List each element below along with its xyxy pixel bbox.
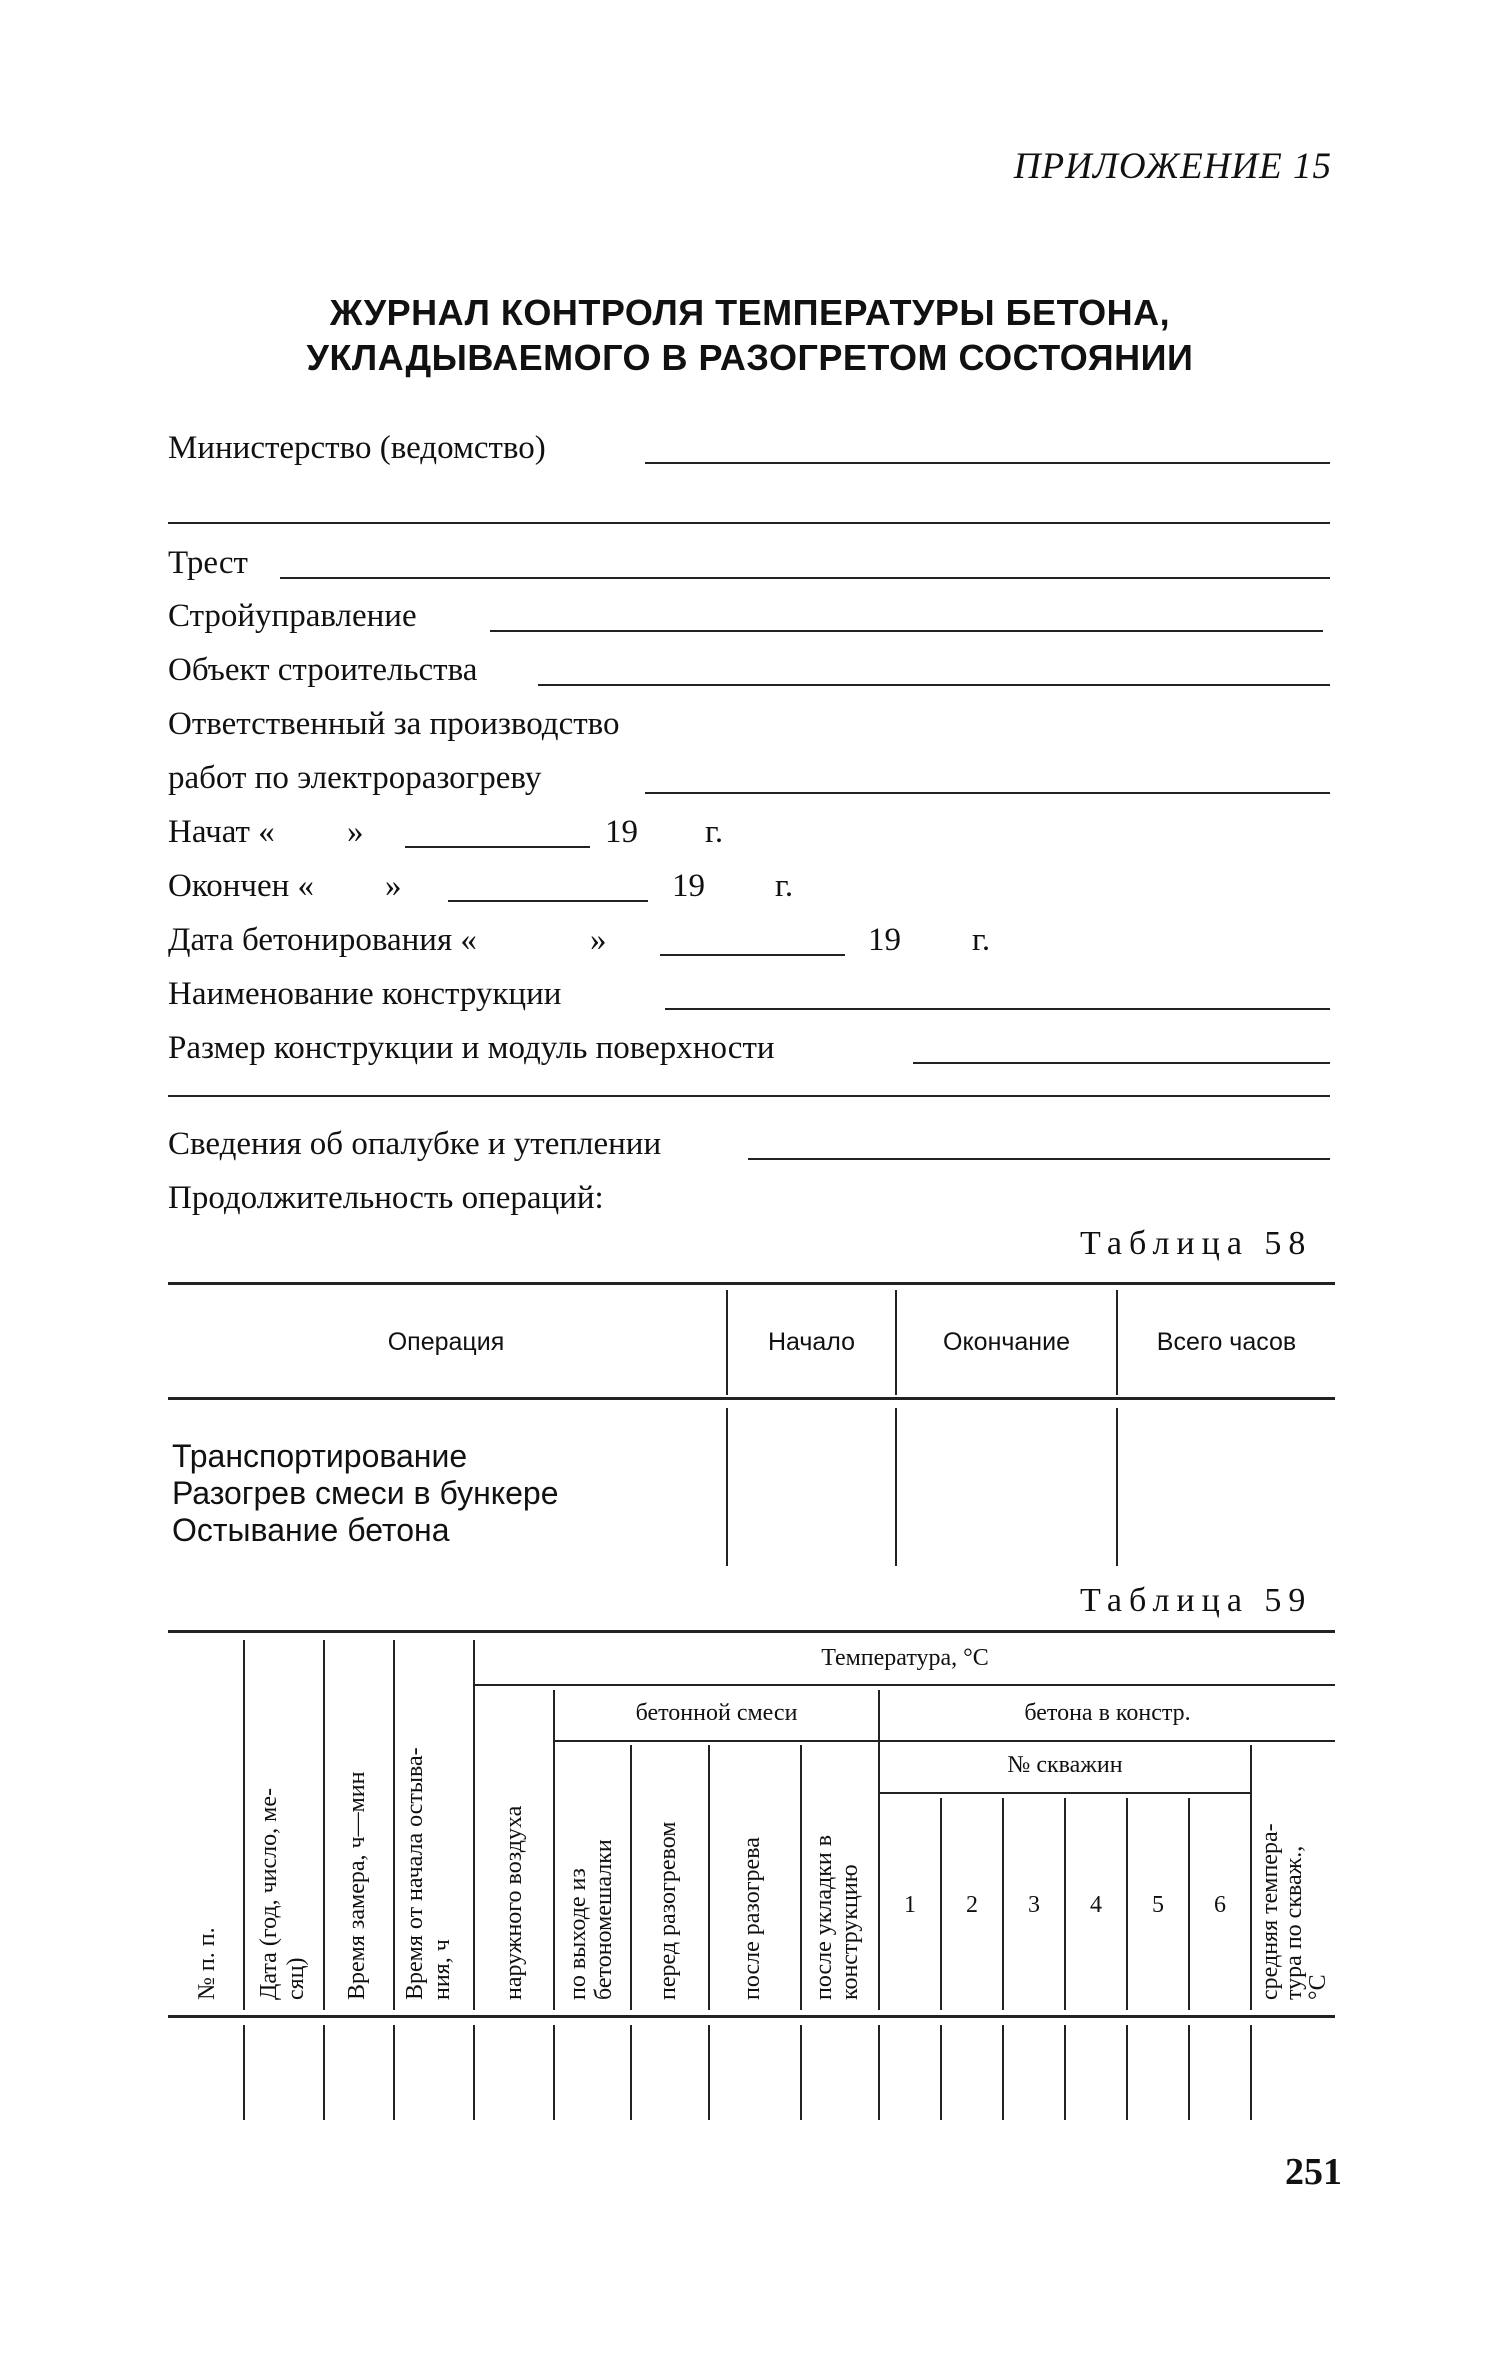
table58-header-rule [168,1397,1335,1400]
table59-rule-temperature [475,1684,1335,1686]
col-avg-temp-header-3: °С [1305,1974,1331,2000]
table59-divider [473,1640,475,2010]
finished-label: Окончен « [168,868,315,904]
well-number: 6 [1214,1892,1226,1918]
table59-body-divider [1188,2025,1190,2120]
col-elapsed-header-2: ния, ч [429,1939,455,2000]
responsible-blank[interactable] [645,792,1330,794]
concrete-in-structure-header: бетона в констр. [1024,1700,1191,1726]
table59-divider [940,1798,942,2010]
started-g: г. [705,814,724,850]
col-number-header: № п. п. [194,1927,220,2000]
col-avg-temp-header-2: тура по скваж., [1281,1845,1307,2000]
table59-divider [1126,1798,1128,2010]
col-after-placing-header-1: после укладки в [811,1834,837,2000]
journal-title-line2: УКЛАДЫВАЕМОГО В РАЗОГРЕТОМ СОСТОЯНИИ [306,337,1194,378]
table59-rule-groups [555,1740,1335,1742]
table59-body-divider [243,2025,245,2120]
col-avg-temp-header-1: средняя темпера- [1257,1823,1283,2000]
started-quote: » [347,814,364,850]
table59-divider [243,1640,245,2010]
well-number: 5 [1152,1892,1164,1918]
concreting-g: г. [972,922,991,958]
table59-divider [708,1745,710,2010]
table59-header-rule [168,2015,1335,2018]
table59-body-divider [1126,2025,1128,2120]
table59-divider [800,1745,802,2010]
duration-label: Продолжительность операций: [168,1180,604,1216]
concreting-quote: » [590,922,607,958]
site-label: Объект строительства [168,652,478,688]
table58-top-rule [168,1282,1335,1285]
construction-dept-blank[interactable] [490,630,1323,632]
table58-header-start: Начало [767,1328,856,1356]
table59-body-divider [393,2025,395,2120]
table58-row: Транспортирование [172,1438,468,1474]
table58-divider [895,1408,897,1566]
table59-top-rule [168,1630,1335,1633]
col-time-header: Время замера, ч—мин [344,1771,370,2000]
formwork-label: Сведения об опалубке и утеплении [168,1126,662,1162]
table59-body-divider [630,2025,632,2120]
table59-divider [393,1640,395,2010]
col-before-heating-header: перед разогревом [655,1821,681,2000]
col-elapsed-header-1: Время от начала остыва- [402,1747,428,2000]
col-after-heating-header: после разогрева [739,1837,765,2000]
col-after-placing-header-2: конструкцию [837,1864,863,2000]
table59-caption: Таблица 59 [1080,1582,1313,1619]
ministry-blank[interactable] [645,462,1330,464]
structure-name-label: Наименование конструкции [168,976,562,1012]
table59-rule-wells [880,1792,1250,1794]
table59-divider [630,1745,632,2010]
table58-divider [1116,1408,1118,1566]
trust-blank[interactable] [280,577,1330,579]
finished-year: 19 [672,868,705,904]
concrete-mix-header: бетонной смеси [635,1700,798,1726]
wells-header: № скважин [1007,1752,1123,1778]
table59-divider [1064,1798,1066,2010]
structure-name-blank[interactable] [665,1008,1330,1010]
table59-body-divider [323,2025,325,2120]
concreting-date-label: Дата бетонирования « [168,922,477,958]
table59-body-divider [553,2025,555,2120]
table59-body-divider [1002,2025,1004,2120]
finished-quote: » [385,868,402,904]
table59-body-divider [800,2025,802,2120]
table58-header-total: Всего часов [1156,1328,1297,1356]
table59-divider [1250,1745,1252,2010]
well-number: 2 [966,1892,978,1918]
structure-size-label: Размер конструкции и модуль поверхности [168,1030,775,1066]
ministry-blank-2[interactable] [168,522,1330,524]
table59-body-divider [878,2025,880,2120]
started-label: Начат « [168,814,275,850]
table59-body-divider [708,2025,710,2120]
table58-caption: Таблица 58 [1080,1225,1313,1262]
started-month-blank[interactable] [405,846,590,848]
table59-divider [553,1690,555,2010]
table59-divider [1188,1798,1190,2010]
responsible-label-2: работ по электроразогреву [168,760,542,796]
col-date-header-2: сяц) [283,1957,309,2000]
table59-divider [878,1690,880,2010]
ministry-label: Министерство (ведомство) [168,430,546,466]
structure-size-blank-2[interactable] [168,1095,1330,1097]
table59-body-divider [940,2025,942,2120]
table58-header-operation: Операция [387,1328,505,1356]
trust-label: Трест [168,545,248,581]
journal-title-line1: ЖУРНАЛ КОНТРОЛЯ ТЕМПЕРАТУРЫ БЕТОНА, [329,292,1171,333]
table59-body-divider [473,2025,475,2120]
col-mix-exit-header-2: бетономешалки [591,1839,617,2000]
table58-header-end: Окончание [943,1328,1070,1356]
table58-divider [726,1408,728,1566]
construction-dept-label: Стройуправление [168,598,417,634]
finished-g: г. [775,868,794,904]
started-year: 19 [605,814,638,850]
finished-month-blank[interactable] [448,900,648,902]
well-number: 3 [1028,1892,1040,1918]
table58-row: Разогрев смеси в бункере [172,1475,559,1511]
table58-row: Остывание бетона [172,1512,450,1548]
responsible-label-1: Ответственный за производство [168,706,620,742]
table59-divider [1002,1798,1004,2010]
table59-body-divider [1250,2025,1252,2120]
well-number: 1 [904,1892,916,1918]
appendix-label: ПРИЛОЖЕНИЕ 15 [1013,146,1332,187]
col-mix-exit-header-1: по выходе из [565,1868,591,2000]
col-date-header-1: Дата (год, число, ме- [256,1788,282,2000]
formwork-blank[interactable] [748,1158,1330,1160]
temperature-header: Температура, °С [821,1645,989,1671]
well-number: 4 [1090,1892,1102,1918]
concreting-year: 19 [868,922,901,958]
structure-size-blank[interactable] [913,1062,1330,1064]
table59-divider [323,1640,325,2010]
col-outside-air-header: наружного воздуха [501,1805,527,2000]
concreting-month-blank[interactable] [660,954,845,956]
table59-body-divider [1064,2025,1066,2120]
page-number: 251 [1285,2151,1342,2193]
site-blank[interactable] [538,684,1330,686]
